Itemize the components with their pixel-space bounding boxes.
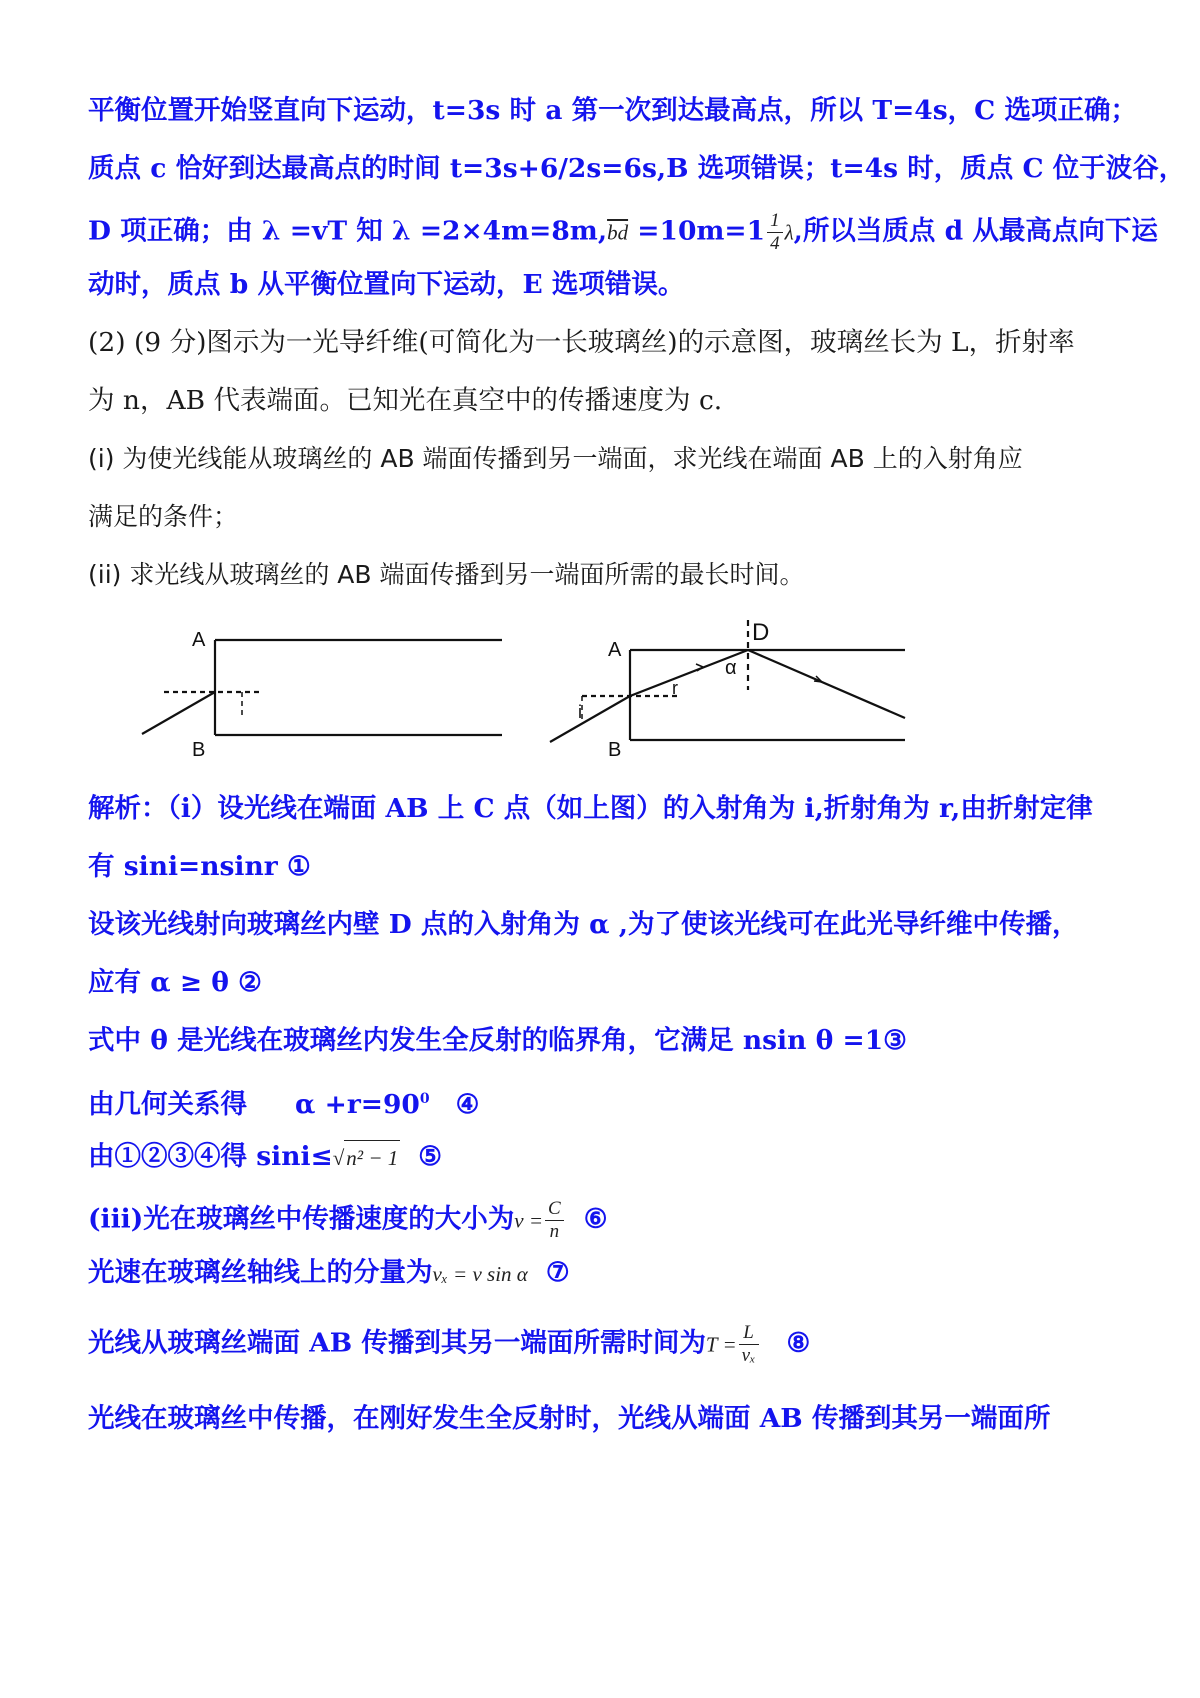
analysis-line-3: 设该光线射向玻璃丝内壁 D 点的入射角为 α ,为了使该光线可在此光导纤维中传播，: [88, 909, 1079, 940]
analysis-line-6: 由几何关系得 $\alpha +r=90^0$ ④: [88, 1088, 480, 1120]
analysis-line-11: 光线在玻璃丝中传播，在刚好发生全反射时，光线从端面 AB 传播到其另一端面所: [88, 1403, 1051, 1434]
analysis-line-9: 光速在玻璃丝轴线上的分量为vₓ = v sin α ⑦: [88, 1257, 570, 1288]
solution-line-1: 平衡位置开始竖直向下运动，t=3s 时 a 第一次到达最高点，所以 T=4s，C 选项正确；: [88, 95, 1137, 126]
fraction-one-quarter: $\frac{1}{4}$: [767, 210, 783, 255]
label-d: D: [752, 619, 770, 646]
solution-line-3: D 项正确；由 λ =vT 知 $\lambda =2\times 4m=8m,\overline{bd} =10m=1$ $\frac{1}{4}$ λ,所以当质点 d 从最高点向下运: [88, 210, 1158, 254]
bd-overline: $\overline{bd}$: [607, 220, 629, 245]
label-a-right: A: [608, 639, 622, 661]
label-b-left: B: [192, 739, 206, 761]
analysis-line-1: 解析：（i）设光线在端面 AB 上 C 点（如上图）的入射角为 i,折射角为 r,由折射定律: [88, 793, 1093, 824]
label-a-left: A: [192, 629, 206, 651]
label-r: r: [672, 678, 678, 698]
vx-equation: vₓ = v sin α: [432, 1262, 528, 1286]
question-part-ii: (ii) 求光线从玻璃丝的 AB 端面传播到另一端面所需的最长时间。: [88, 560, 805, 589]
question-part-i-line-2: 满足的条件；: [88, 502, 239, 531]
reflected-ray: [748, 650, 905, 718]
fraction-c-over-n: $\frac{C}{n}$: [545, 1198, 564, 1243]
analysis-line-8: (iii)光在玻璃丝中传播速度的大小为v = $\frac{C}{n}$ ⑥: [88, 1198, 608, 1242]
analysis-line-7: 由①②③④得 sini≤√n² − 1 ⑤: [88, 1140, 442, 1175]
analysis-line-10: 光线从玻璃丝端面 AB 传播到其另一端面所需时间为T = $\frac{L}{\text{vₓ}}$ ⑧: [88, 1322, 811, 1366]
right-incident-ray: [550, 696, 630, 742]
question-line-1: (2) (9 分)图示为一光导纤维(可简化为一长玻璃丝)的示意图，玻璃丝长为 L，折射率: [88, 327, 1075, 358]
optical-fiber-figure: [150, 610, 910, 761]
fraction-l-over-vx: $\frac{L}{\text{vₓ}}$: [739, 1322, 759, 1367]
solution-line-4: 动时，质点 b 从平衡位置向下运动，E 选项错误。: [88, 269, 685, 300]
label-b-right: B: [608, 739, 622, 761]
label-i: i: [578, 702, 582, 722]
analysis-line-4: 应有 α ≥ θ ②: [88, 967, 262, 998]
left-incident-ray: [142, 692, 215, 734]
question-line-2: 为 n，AB 代表端面。已知光在真空中的传播速度为 c.: [88, 385, 723, 416]
question-part-i-line-1: (i) 为使光线能从玻璃丝的 AB 端面传播到另一端面，求光线在端面 AB 上的入射角应: [88, 444, 1023, 473]
label-alpha: α: [725, 657, 737, 679]
sqrt-expression: n² − 1: [344, 1140, 400, 1175]
analysis-line-2: 有 sini=nsinr ①: [88, 851, 311, 882]
analysis-line-5: 式中 θ 是光线在玻璃丝内发生全反射的临界角，它满足 nsin θ =1③: [88, 1025, 907, 1056]
solution-line-2: 质点 c 恰好到达最高点的时间 t=3s+6/2s=6s,B 选项错误；t=4s 时，质点 C 位于波谷，: [88, 153, 1186, 184]
